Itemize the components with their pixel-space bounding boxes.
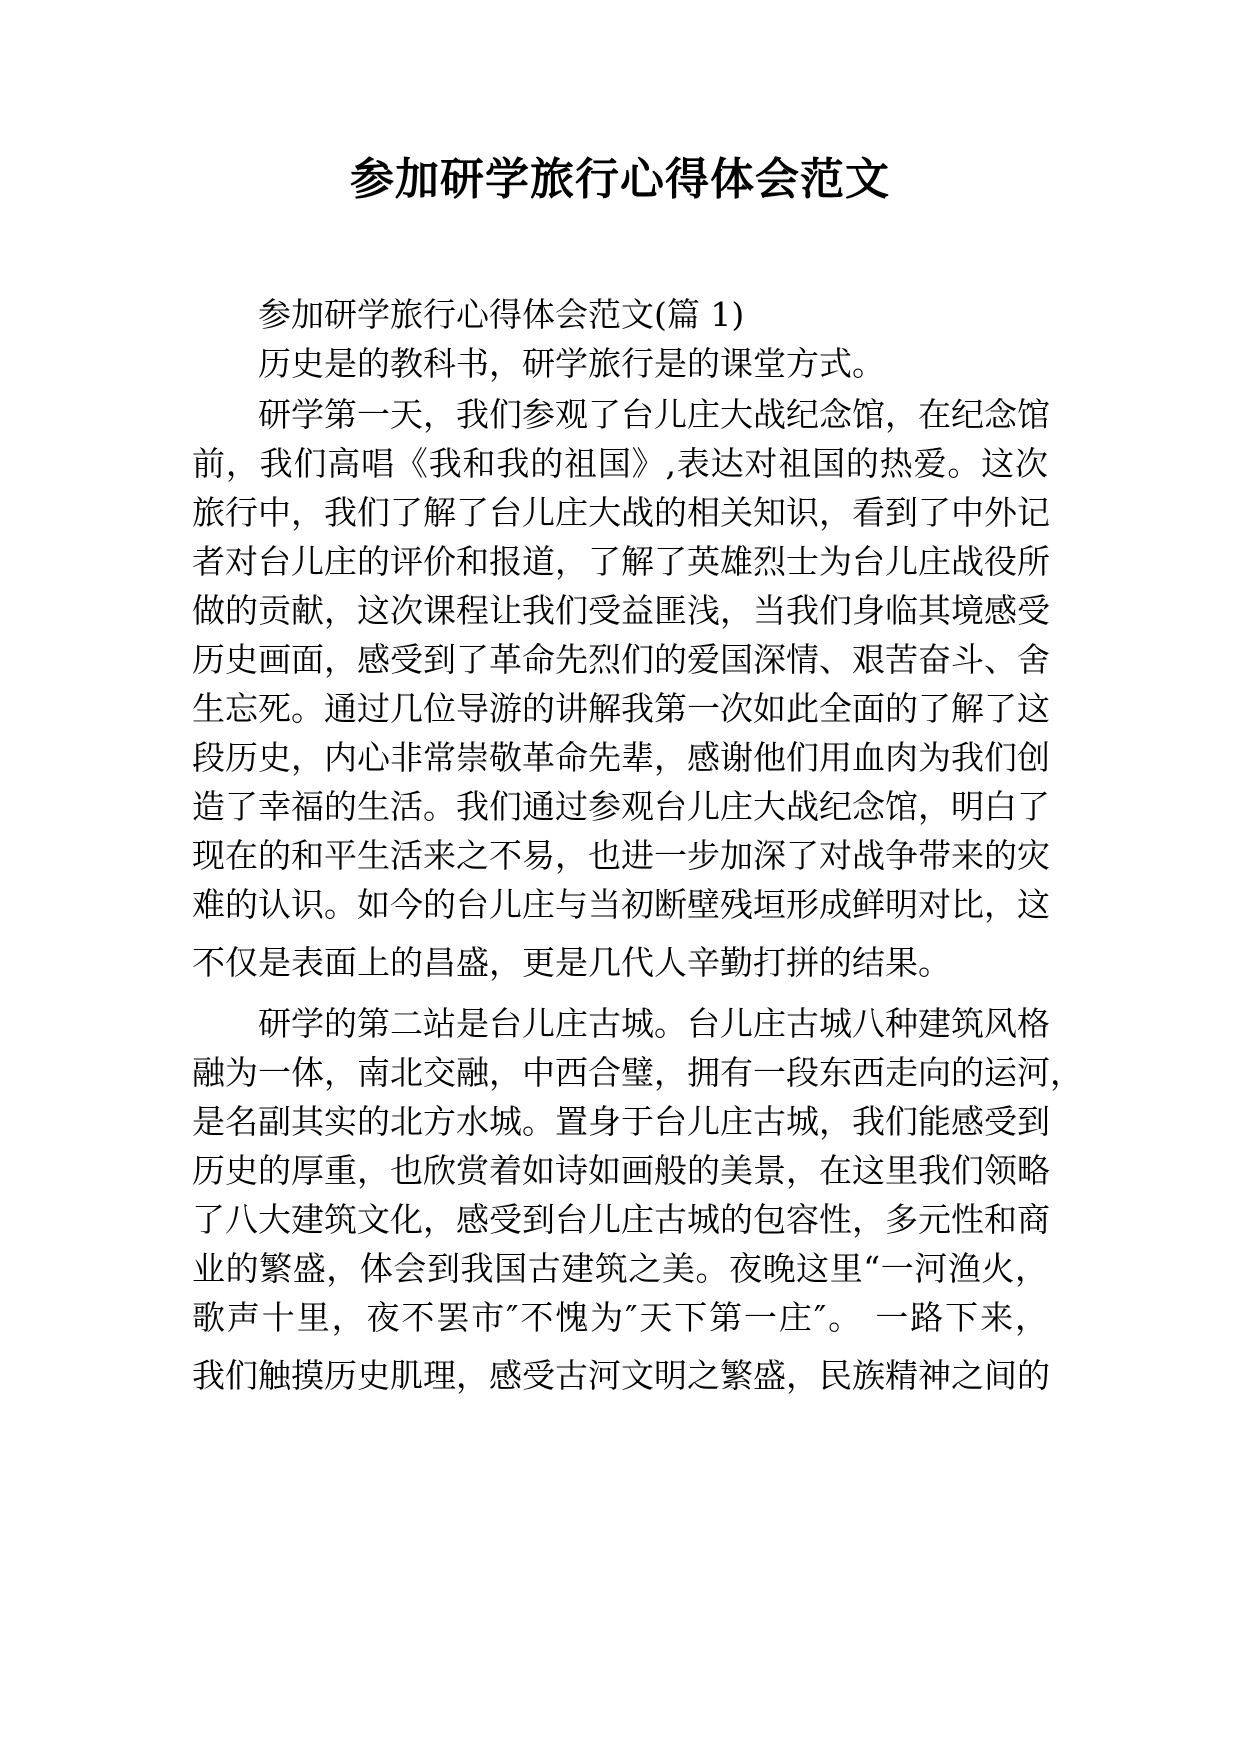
text-line: 做的贡献，这次课程让我们受益匪浅，当我们身临其境感受	[192, 591, 1050, 630]
text-line: 生忘死。通过几位导游的讲解我第一次如此全面的了解了这	[192, 689, 1050, 728]
text-line: 研学的第二站是台儿庄古城。台儿庄古城八种建筑风格	[258, 1004, 1050, 1043]
text-line: 造了幸福的生活。我们通过参观台儿庄大战纪念馆，明白了	[192, 787, 1050, 826]
essay-heading: 参加研学旅行心得体会范文(篇 1)	[258, 295, 745, 334]
text-line: 难的认识。如今的台儿庄与当初断壁残垣形成鲜明对比，这	[192, 885, 1050, 924]
text-line: 旅行中，我们了解了台儿庄大战的相关知识，看到了中外记	[192, 493, 1050, 532]
text-line: 前，我们高唱《我和我的祖国》,表达对祖国的热爱。这次	[192, 444, 1048, 483]
text-line: 歌声十里，夜不罢市″不愧为″天下第一庄″。 一路下来，	[192, 1298, 1048, 1337]
text-line: 现在的和平生活来之不易，也进一步加深了对战争带来的灾	[192, 836, 1050, 875]
text-line: 历史的厚重，也欣赏着如诗如画般的美景，在这里我们领略	[192, 1151, 1050, 1190]
text-line: 不仅是表面上的昌盛，更是几代人辛勤打拼的结果。	[192, 943, 951, 982]
text-line: 融为一体，南北交融，中西合璧，拥有一段东西走向的运河，	[192, 1053, 1083, 1092]
text-line: 段历史，内心非常崇敬革命先辈，感谢他们用血肉为我们创	[192, 738, 1050, 777]
document-title: 参加研学旅行心得体会范文	[350, 154, 890, 205]
text-line: 我们触摸历史肌理，感受古河文明之繁盛，民族精神之间的	[192, 1356, 1050, 1395]
text-line: 业的繁盛，体会到我国古建筑之美。夜晚这里“一河渔火，	[192, 1249, 1048, 1288]
text-line: 历史画面，感受到了革命先烈们的爱国深情、艰苦奋斗、舍	[192, 640, 1050, 679]
text-line: 是名副其实的北方水城。置身于台儿庄古城，我们能感受到	[192, 1102, 1050, 1141]
text-line: 了八大建筑文化，感受到台儿庄古城的包容性，多元性和商	[192, 1200, 1050, 1239]
text-line: 研学第一天，我们参观了台儿庄大战纪念馆，在纪念馆	[258, 395, 1050, 434]
text-line: 历史是的教科书，研学旅行是的课堂方式。	[258, 344, 885, 383]
text-line: 者对台儿庄的评价和报道，了解了英雄烈士为台儿庄战役所	[192, 542, 1050, 581]
